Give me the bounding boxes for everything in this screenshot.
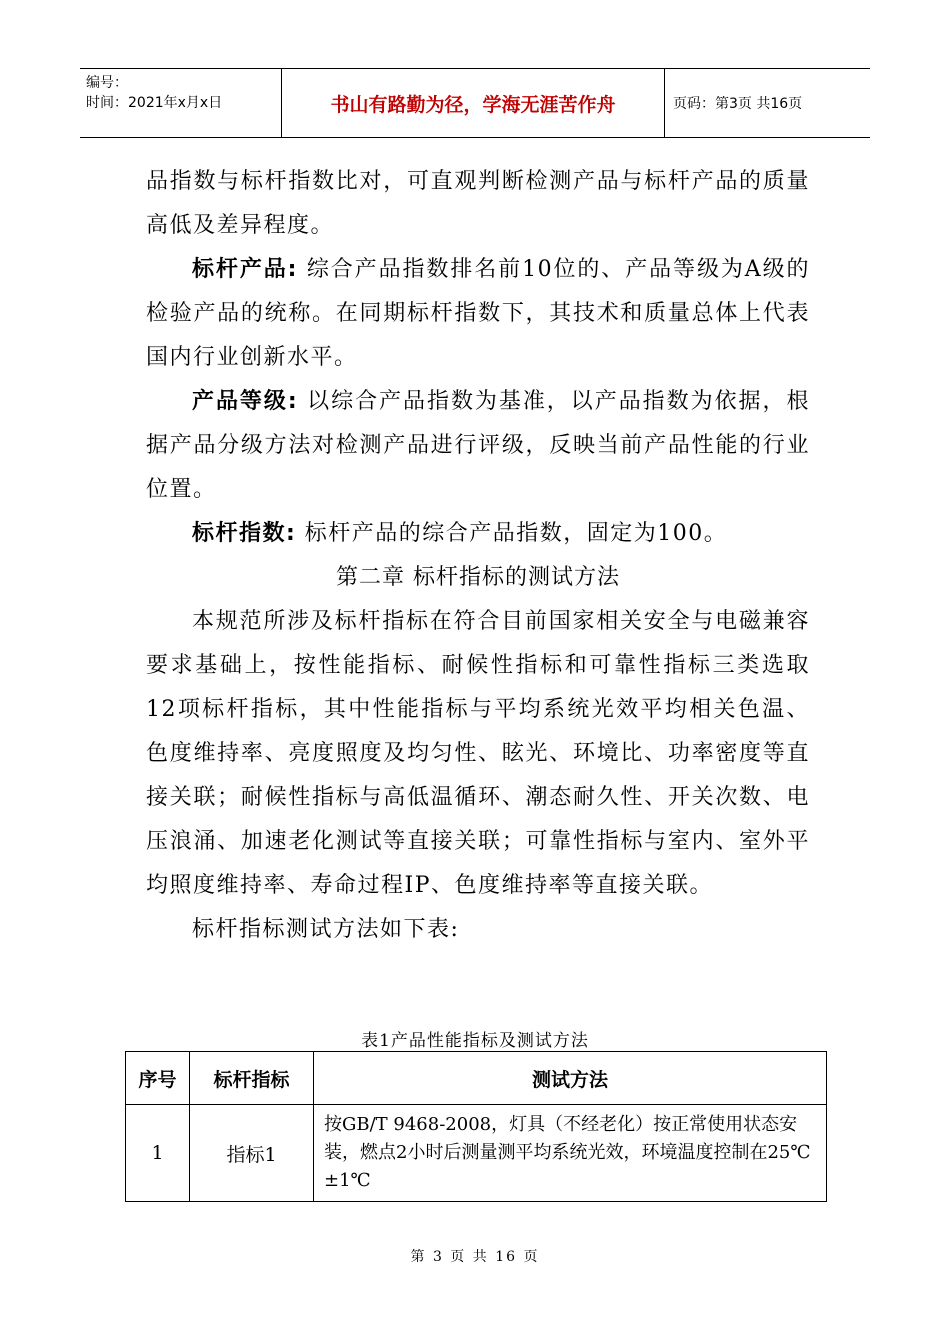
paragraph-table-intro: 标杆指标测试方法如下表: xyxy=(192,917,460,942)
page-footer: 第 3 页 共 16 页 xyxy=(410,1249,540,1265)
header-meta xyxy=(80,69,282,137)
cell-indicator: 指标1 xyxy=(190,1105,314,1202)
table-header-row xyxy=(126,1052,827,1105)
chapter-title: 第二章 标杆指标的测试方法 xyxy=(336,565,620,590)
header-time-label: 时间：2021年x月x日 xyxy=(86,95,223,111)
table-caption: 表1产品性能指标及测试方法 xyxy=(361,1031,589,1051)
paragraph-test-method-intro: 本规范所涉及标杆指标在符合目前国家相关安全与电磁兼容要求基础上，按性能指标、耐候性指标和可靠性指标三类选取12项标杆指标，其中性能指标与平均系统光效平均相关色温、色度维持率、亮度照度及均匀性、眩光、环境比、功率密度等直接关联；耐候性指标与高低温循环、潮态耐久性、开关次数、电压浪涌、加速老化测试等直接关联；可靠性指标与室内、室外平均照度维持率、寿命过程IP、色度维持率等直接关联。 xyxy=(146,609,810,898)
definition-benchmark-product: 综合产品指数排名前10位的、产品等级为A级的检验产品的统称。在同期标杆指数下，其技术和质量总体上代表国内行业创新水平。 xyxy=(146,257,810,370)
header-motto: 书山有路勤为径，学海无涯苦作舟 xyxy=(282,69,665,137)
definition-product-grade: 以综合产品指数为基准，以产品指数为依据，根据产品分级方法对检测产品进行评级，反映当前产品性能的行业位置。 xyxy=(146,389,810,502)
cell-test-method: 按GB/T 9468-2008，灯具（不经老化）按正常使用状态安装，燃点2小时后测量测平均系统光效，环境温度控制在25℃±1℃ xyxy=(314,1105,827,1202)
table-row xyxy=(126,1105,827,1202)
header-number-label: 编号： xyxy=(86,75,128,91)
document-body xyxy=(146,160,810,952)
column-header-indicator: 标杆指标 xyxy=(190,1052,314,1105)
paragraph-benchmark-product xyxy=(146,248,810,380)
definition-benchmark-index: 标杆产品的综合产品指数，固定为100。 xyxy=(296,521,728,546)
paragraph-index-comparison: 品指数与标杆指数比对，可直观判断检测产品与标杆产品的质量高低及差异程度。 xyxy=(146,169,810,238)
column-header-test-method: 测试方法 xyxy=(314,1052,827,1105)
paragraph-benchmark-index xyxy=(146,512,810,556)
term-product-grade: 产品等级: xyxy=(192,389,299,414)
column-header-number: 序号 xyxy=(126,1052,190,1105)
term-benchmark-product: 标杆产品: xyxy=(192,257,298,282)
header-page-label: 页码：第3页 共16页 xyxy=(673,96,803,112)
test-method-table xyxy=(125,1051,827,1202)
page-header xyxy=(80,68,870,138)
term-benchmark-index: 标杆指数: xyxy=(192,521,297,546)
paragraph-product-grade xyxy=(146,380,810,512)
cell-number: 1 xyxy=(126,1105,190,1202)
